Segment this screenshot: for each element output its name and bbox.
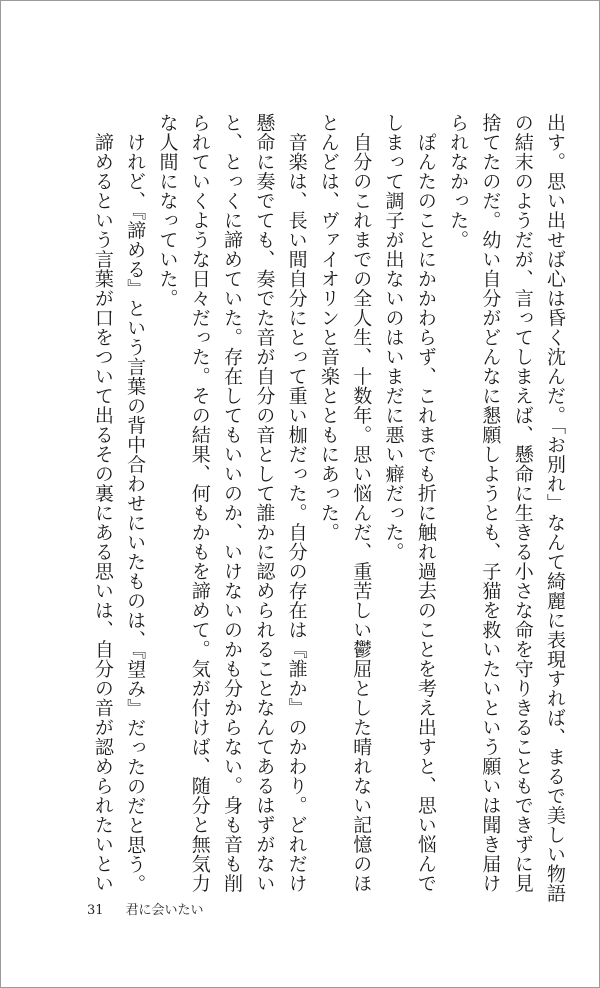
text-line: 諦めるという言葉が口をついて出るその裏にある思いは、自分の音が認められたいとい <box>91 113 114 893</box>
page-number: 31 <box>87 903 104 918</box>
text-line: しまって調子が出ないのはいまだに悪い癖だった。 <box>382 113 405 562</box>
text-line: な人間になっていた。 <box>156 113 179 308</box>
text-line: 懸命に奏でても、奏でた音が自分の音として誰かに認められることなんてあるはずがない <box>253 113 276 893</box>
page-footer <box>87 899 204 918</box>
text-line: ぽんたのことにかかわらず、これまでも折に触れ過去のことを考え出すと、思い悩んで <box>414 113 437 893</box>
text-line: けれど、『諦める』という言葉の背中合わせにいたものは、『望み』だったのだと思う。 <box>124 113 147 894</box>
body-text <box>87 113 571 903</box>
book-title: 君に会いたい <box>125 903 204 918</box>
text-line: と、とっくに諦めていた。存在してもいいのか、いけないのかも分からない。身も音も削 <box>221 113 244 893</box>
text-line: 捨てたのだ。幼い自分がどんなに懇願しようとも、子猫を救いたいという願いは聞き届け <box>479 113 502 893</box>
text-line: 自分のこれまでの全人生、十数年。思い悩んだ、重苦しい鬱屈とした晴れない記憶のほ <box>350 113 373 893</box>
text-line: の結末のようだが、言ってしまえば、懸命に生きる小さな命を守りきることもできずに見 <box>511 113 534 893</box>
text-line: 出す。思い出せば心は昏く沈んだ。「お別れ」なんて綺麗に表現すれば、まるで美しい物語 <box>544 113 566 903</box>
text-line: とんどは、ヴァイオリンと音楽とともにあった。 <box>317 113 340 542</box>
text-line: 音楽は、長い間自分にとって重い枷だった。自分の存在は『誰か』のかわり。どれだけ <box>285 113 308 893</box>
text-line: られていくような日々だった。その結果、何もかもを諦めて。気が付けば、随分と無気力 <box>188 113 211 893</box>
text-line: られなかった。 <box>447 113 470 250</box>
